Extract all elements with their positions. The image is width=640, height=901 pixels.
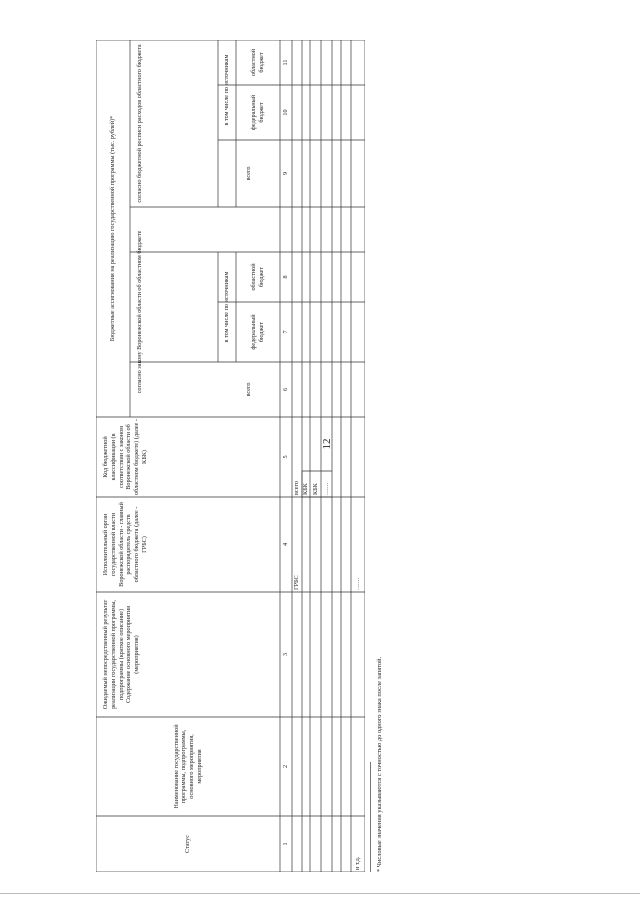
col-number-1: 1 — [282, 842, 290, 846]
header-law-regional: областной бюджет — [250, 263, 265, 291]
footnote: * Числовые значения указываются с точностью до одного знака после запятой. — [376, 656, 383, 872]
page-number: 12 — [321, 438, 333, 450]
col-number-10: 10 — [282, 109, 290, 116]
col-number-8: 8 — [282, 275, 290, 279]
header-list-regional: областной бюджет — [250, 48, 265, 77]
header-kbk-code: Код бюджетной классификации (в соответствии с законом Воронежской области об областном бюджете) (далее - КБК) — [102, 419, 148, 495]
col-number-3: 3 — [282, 652, 290, 657]
header-executor: Исполнительный орган государственной власти Воронежской области - главный распорядитель средств областного бюджета (далее - ГРБС) — [102, 502, 148, 587]
header-result: Ожидаемый непосредственный результат реализации государственной программы, подпрограммы (краткое описание) Содержание основного мероприятия (мероприятия) — [102, 599, 140, 710]
row-etc: и т.д. — [354, 856, 362, 870]
header-law-federal: федеральный бюджет — [250, 314, 265, 350]
col-number-4: 4 — [282, 542, 290, 547]
col-number-11: 11 — [282, 59, 290, 66]
header-budget-group: Бюджетные ассигнования на реализацию государственной программы (тыс. рублей)* — [109, 115, 117, 342]
row-vsego: всего — [293, 481, 301, 495]
row-dots-grbs: …… — [354, 577, 362, 590]
col-number-7: 7 — [282, 330, 290, 334]
header-list-group: согласно бюджетной росписи расходов областного бюджета — [136, 44, 143, 203]
header-name: Наименование государственной программы, подпрограммы, основного мероприятия, мероприятия — [172, 724, 203, 809]
col-number-5: 5 — [282, 455, 290, 459]
col-number-2: 2 — [282, 764, 290, 769]
header-list-federal: федеральный бюджет — [250, 94, 265, 131]
header-law-group: согласно закону Воронежской области об областном бюджете — [136, 230, 143, 394]
header-law-total: всего — [245, 382, 253, 397]
col-number-9: 9 — [282, 171, 290, 176]
row-dots-kbk: …… — [322, 482, 330, 495]
header-law-by-source: в том числе по источникам — [223, 271, 231, 343]
rotated-page — [96, 40, 383, 872]
header-list-by-source: в том числе по источникам — [223, 54, 231, 126]
row-kbk-1: КБК — [302, 483, 310, 495]
page-bottom-rule — [0, 893, 640, 894]
col-number-6: 6 — [282, 387, 290, 392]
row-kbk-2: КБК — [311, 483, 319, 495]
header-list-total: всего — [245, 166, 253, 181]
footnote-rule — [370, 762, 371, 872]
header-status: Статус — [184, 835, 192, 853]
row-grbs: ГРБС — [293, 575, 301, 590]
